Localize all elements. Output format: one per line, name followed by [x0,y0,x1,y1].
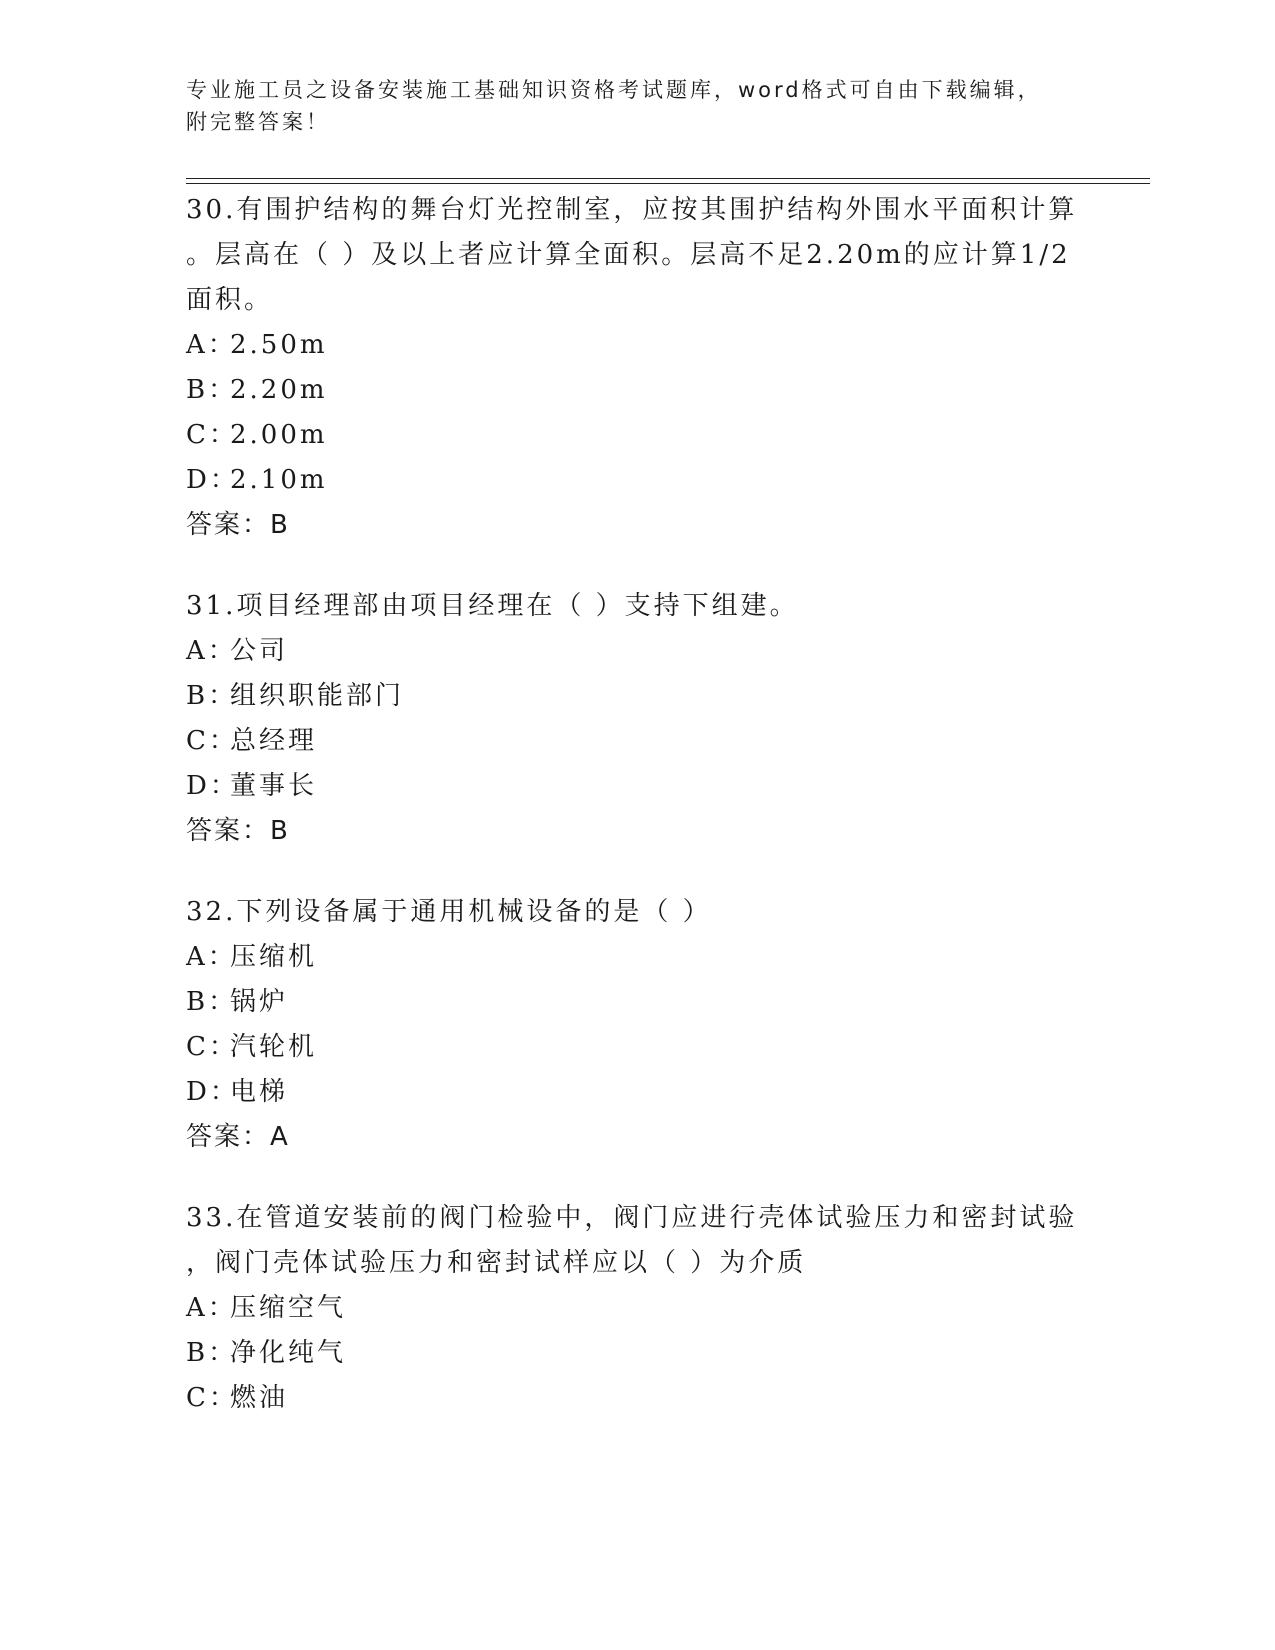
question-text-line: 30.有围护结构的舞台灯光控制室，应按其围护结构外围水平面积计算 [186,195,1078,225]
option-text: 2.10m [230,465,328,495]
option-text: 锅炉 [230,987,289,1017]
option-letter: C： [186,1383,238,1413]
option-letter: C： [186,726,238,756]
answer-line: 答案：B [186,816,290,846]
option-d [186,1070,1086,1115]
header-divider-bottom [186,183,1150,184]
option-a [186,935,1086,980]
option-text: 董事长 [230,771,318,801]
option-a [186,629,1086,674]
option-letter: C： [186,1032,238,1062]
question-33 [186,1196,1086,1421]
option-c [186,1376,1086,1421]
option-letter: A： [186,636,237,666]
question-text-line: 33.在管道安装前的阀门检验中，阀门应进行壳体试验压力和密封试验 [186,1203,1078,1233]
question-text-line: 31.项目经理部由项目经理在（ ）支持下组建。 [186,591,799,621]
option-b [186,674,1086,719]
option-letter: B： [186,375,238,405]
question-text-line: ，阀门壳体试验压力和密封试样应以（ ）为介质 [186,1248,807,1278]
question-text-line: 面积。 [186,285,274,315]
option-text: 压缩机 [230,942,318,972]
option-d [186,764,1086,809]
answer-line: 答案：A [186,1122,290,1152]
option-letter: A： [186,330,237,360]
option-b [186,368,1086,413]
option-c [186,719,1086,764]
option-letter: B： [186,987,238,1017]
option-letter: D： [186,771,239,801]
option-text: 净化纯气 [230,1338,347,1368]
header-divider-top [186,178,1150,179]
document-header [186,74,1086,138]
option-letter: A： [186,1293,237,1323]
question-text-line: 。层高在（ ）及以上者应计算全面积。层高不足2.20m的应计算1/2 [186,240,1071,270]
option-text: 汽轮机 [230,1032,318,1062]
option-d [186,458,1086,503]
option-letter: B： [186,681,238,711]
header-line-2: 附完整答案！ [186,110,330,134]
option-text: 2.00m [230,420,328,450]
question-32 [186,890,1086,1160]
option-text: 压缩空气 [230,1293,347,1323]
option-text: 2.20m [230,375,328,405]
option-letter: A： [186,942,237,972]
option-text: 电梯 [230,1077,289,1107]
option-letter: B： [186,1338,238,1368]
option-b [186,1331,1086,1376]
option-text: 组织职能部门 [230,681,405,711]
option-c [186,413,1086,458]
question-list [186,188,1086,1457]
option-a [186,1286,1086,1331]
option-text: 燃油 [230,1383,289,1413]
option-text: 总经理 [230,726,318,756]
answer-line: 答案：B [186,510,290,540]
question-31 [186,584,1086,854]
option-letter: D： [186,465,239,495]
option-letter: C： [186,420,238,450]
option-a [186,323,1086,368]
header-line-1: 专业施工员之设备安装施工基础知识资格考试题库，word格式可自由下载编辑， [186,78,1042,102]
option-text: 公司 [230,636,289,666]
option-text: 2.50m [230,330,328,360]
question-30 [186,188,1086,548]
option-letter: D： [186,1077,239,1107]
question-text-line: 32.下列设备属于通用机械设备的是（ ） [186,897,712,927]
option-b [186,980,1086,1025]
option-c [186,1025,1086,1070]
